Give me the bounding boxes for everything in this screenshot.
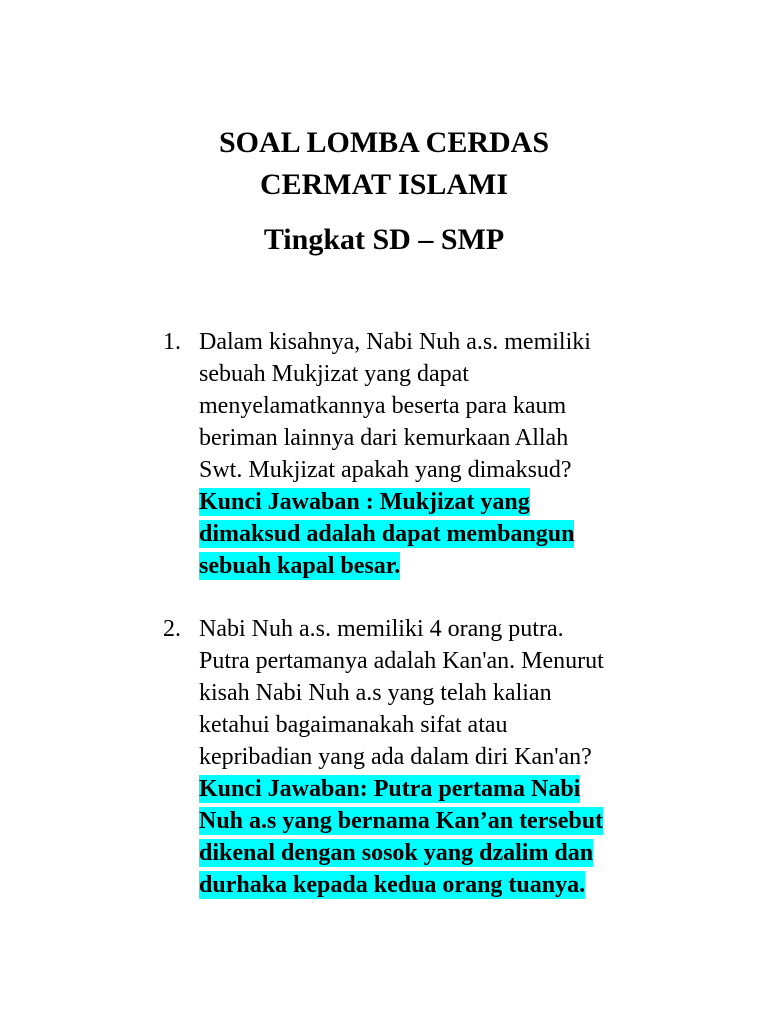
question-line: sebuah Mukjizat yang dapat — [199, 361, 469, 387]
question-item-1 — [163, 326, 643, 582]
question-line: beriman lainnya dari kemurkaan Allah — [199, 425, 569, 451]
question-line: Nabi Nuh a.s. memiliki 4 orang putra. — [199, 616, 564, 642]
document-subtitle: Tingkat SD – SMP — [263, 223, 505, 256]
answer-line — [199, 518, 643, 550]
answer-highlight: dimaksud adalah dapat membangun — [199, 521, 575, 547]
answer-line — [199, 805, 643, 837]
question-line: Dalam kisahnya, Nabi Nuh a.s. memiliki — [199, 329, 591, 355]
answer-line — [199, 773, 643, 805]
answer-highlight: Kunci Jawaban : Mukjizat yang — [199, 489, 530, 515]
answer-highlight: Nuh a.s yang bernama Kan’an tersebut — [199, 808, 604, 834]
question-line: menyelamatkannya beserta para kaum — [199, 393, 567, 419]
question-item-2 — [163, 613, 643, 901]
question-number: 1. — [163, 329, 181, 355]
document-title-line-1: SOAL LOMBA CERDAS — [218, 126, 550, 159]
answer-line — [199, 486, 643, 518]
question-line: Putra pertamanya adalah Kan'an. Menurut — [199, 648, 604, 674]
question-line: Swt. Mukjizat apakah yang dimaksud? — [199, 457, 572, 483]
question-list — [163, 326, 643, 901]
answer-line — [199, 869, 643, 901]
question-line: kisah Nabi Nuh a.s yang telah kalian — [199, 680, 552, 706]
answer-highlight: dikenal dengan sosok yang dzalim dan — [199, 840, 594, 866]
answer-highlight: sebuah kapal besar. — [199, 553, 401, 579]
answer-highlight: durhaka kepada kedua orang tuanya. — [199, 872, 586, 898]
answer-line — [199, 550, 643, 582]
question-line: ketahui bagaimanakah sifat atau — [199, 712, 508, 738]
answer-highlight: Kunci Jawaban: Putra pertama Nabi — [199, 776, 581, 802]
document-title-line-2: CERMAT ISLAMI — [259, 168, 509, 201]
question-line: kepribadian yang ada dalam diri Kan'an? — [199, 744, 592, 770]
question-number: 2. — [163, 616, 181, 642]
answer-line — [199, 837, 643, 869]
